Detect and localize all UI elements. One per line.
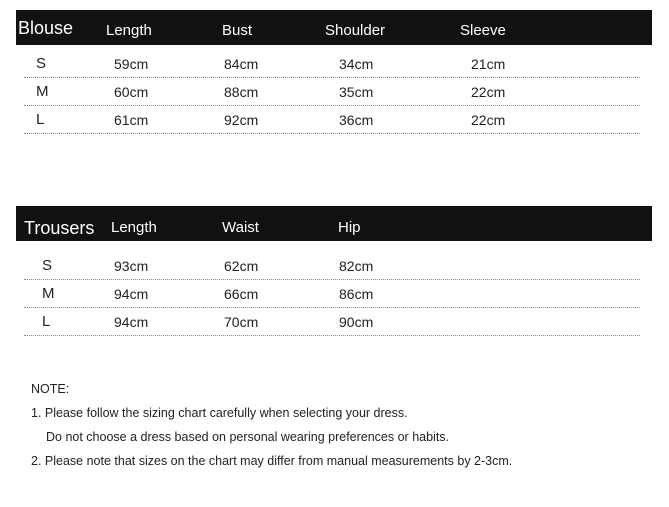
length-value: 60cm	[114, 84, 149, 100]
table-row	[24, 252, 640, 280]
size-label: L	[36, 111, 45, 128]
table-row	[24, 106, 640, 134]
note-line-1: 1. Please follow the sizing chart carefully when selecting your dress.	[31, 406, 408, 420]
bust-value: 92cm	[224, 112, 259, 128]
size-label: M	[42, 285, 55, 302]
blouse-col-sleeve: Sleeve	[460, 22, 506, 39]
hip-value: 82cm	[339, 258, 374, 274]
size-label: M	[36, 83, 49, 100]
trousers-col-waist: Waist	[222, 219, 259, 236]
blouse-col-bust: Bust	[222, 22, 253, 39]
shoulder-value: 34cm	[339, 56, 374, 72]
trousers-col-hip: Hip	[338, 219, 361, 236]
sleeve-value: 22cm	[471, 112, 506, 128]
waist-value: 70cm	[224, 314, 259, 330]
size-label: L	[42, 313, 51, 330]
trousers-header	[16, 206, 652, 241]
size-label: S	[42, 257, 53, 274]
length-value: 59cm	[114, 56, 149, 72]
sleeve-value: 21cm	[471, 56, 506, 72]
bust-value: 88cm	[224, 84, 259, 100]
length-value: 61cm	[114, 112, 149, 128]
blouse-header	[16, 10, 652, 45]
shoulder-value: 35cm	[339, 84, 374, 100]
table-row	[24, 78, 640, 106]
waist-value: 62cm	[224, 258, 259, 274]
length-value: 94cm	[114, 314, 149, 330]
row-divider	[24, 335, 640, 336]
note-line-2: 2. Please note that sizes on the chart may differ from manual measurements by 2-3cm.	[31, 454, 513, 468]
trousers-col-length: Length	[111, 219, 157, 236]
notes-heading: NOTE:	[31, 382, 70, 396]
row-divider	[24, 133, 640, 134]
length-value: 94cm	[114, 286, 149, 302]
blouse-title: Blouse	[18, 18, 74, 38]
table-row	[24, 280, 640, 308]
blouse-col-shoulder: Shoulder	[325, 22, 386, 39]
table-row	[24, 50, 640, 78]
blouse-col-length: Length	[106, 22, 152, 39]
size-label: S	[36, 55, 47, 72]
note-line-1-continued: Do not choose a dress based on personal wearing preferences or habits.	[46, 430, 450, 444]
bust-value: 84cm	[224, 56, 259, 72]
table-row	[24, 308, 640, 336]
length-value: 93cm	[114, 258, 149, 274]
waist-value: 66cm	[224, 286, 259, 302]
shoulder-value: 36cm	[339, 112, 374, 128]
sleeve-value: 22cm	[471, 84, 506, 100]
trousers-title: Trousers	[24, 218, 95, 238]
hip-value: 86cm	[339, 286, 374, 302]
hip-value: 90cm	[339, 314, 374, 330]
